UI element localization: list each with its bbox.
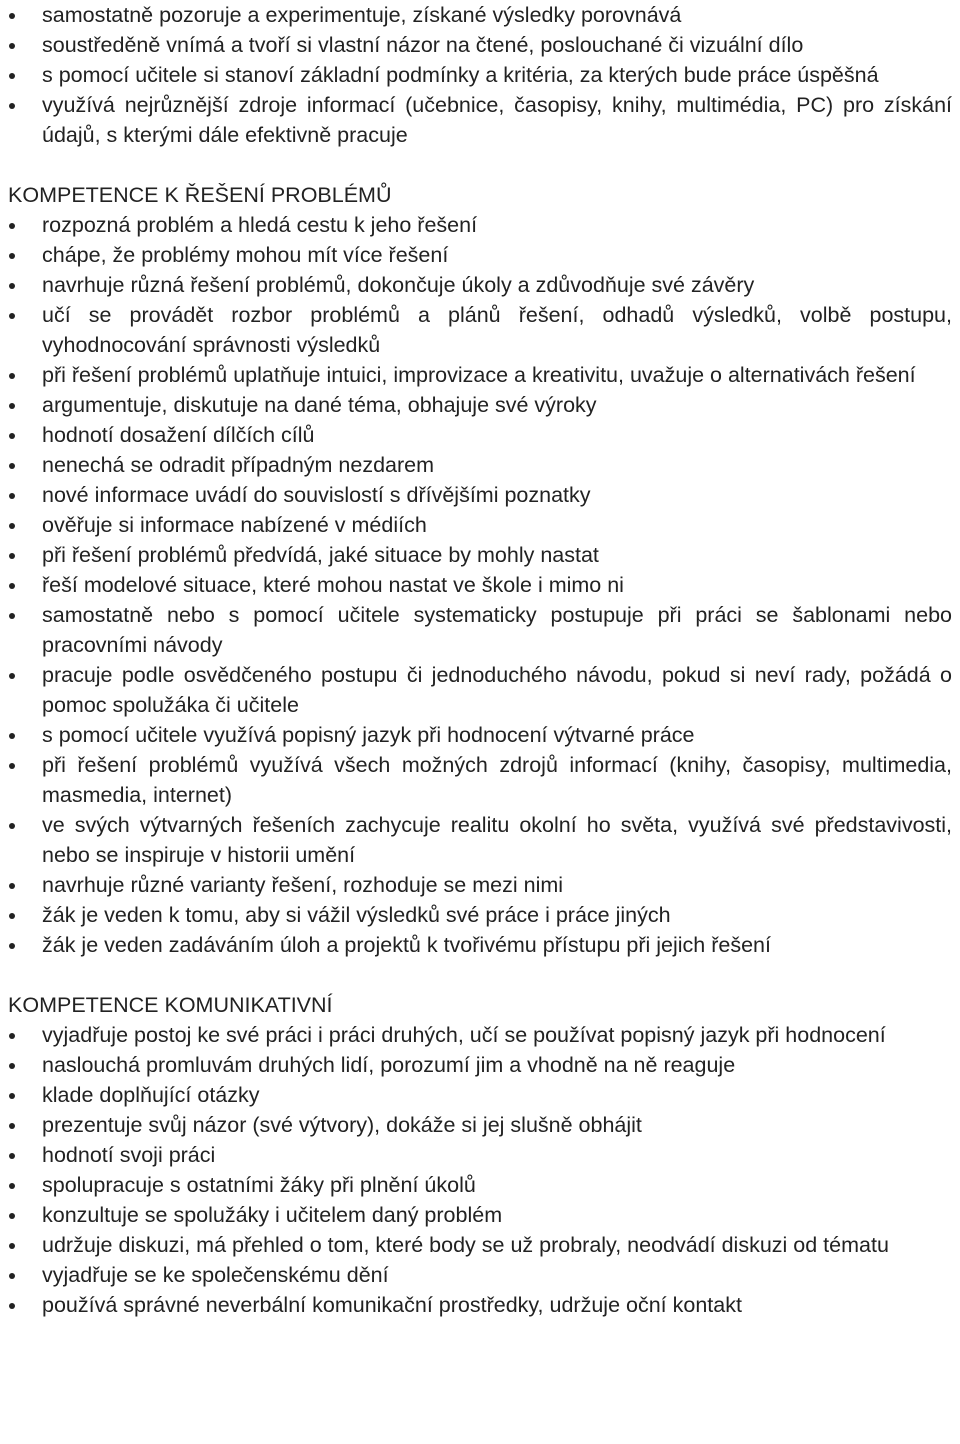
- list-item: [8, 1050, 952, 1080]
- list-item-text: naslouchá promluvám druhých lidí, porozumí jim a vhodně na ně reaguje: [42, 1053, 736, 1077]
- bullet-icon: [9, 403, 15, 409]
- bullet-icon: [9, 1303, 15, 1309]
- list-item-text: žák je veden zadáváním úloh a projektů k tvořivému přístupu při jejich řešení: [42, 933, 771, 957]
- bullet-icon: [9, 763, 15, 769]
- bullet-icon: [9, 823, 15, 829]
- list-item: [8, 30, 952, 60]
- bullet-icon: [9, 283, 15, 289]
- bullet-icon: [9, 73, 15, 79]
- top-bullet-list: [8, 0, 952, 150]
- list-item: [8, 870, 952, 900]
- list-item: [8, 1170, 952, 1200]
- list-item: [8, 0, 952, 30]
- bullet-icon: [9, 1063, 15, 1069]
- bullet-icon: [9, 1123, 15, 1129]
- bullet-icon: [9, 553, 15, 559]
- list-item-text: argumentuje, diskutuje na dané téma, obhajuje své výroky: [42, 393, 597, 417]
- list-item-text: nenechá se odradit případným nezdarem: [42, 453, 435, 477]
- list-item-text: při řešení problémů předvídá, jaké situace by mohly nastat: [42, 543, 599, 567]
- list-item-text: soustředěně vnímá a tvoří si vlastní názor na čtené, poslouchané či vizuální dílo: [42, 33, 804, 57]
- list-item: [8, 720, 952, 750]
- list-item-text: spolupracuje s ostatními žáky při plnění úkolů: [42, 1173, 476, 1197]
- list-item-text: rozpozná problém a hledá cestu k jeho řešení: [42, 213, 478, 237]
- list-item: [8, 1140, 952, 1170]
- list-item: [8, 570, 952, 600]
- list-item: [8, 900, 952, 930]
- list-item-text: prezentuje svůj názor (své výtvory), dokáže si jej slušně obhájit: [42, 1113, 642, 1137]
- list-item-text: s pomocí učitele využívá popisný jazyk při hodnocení výtvarné práce: [42, 723, 695, 747]
- bullet-icon: [9, 1243, 15, 1249]
- list-item: [8, 930, 952, 960]
- list-item-text: žák je veden k tomu, aby si vážil výsledků své práce i práce jiných: [42, 903, 671, 927]
- bullet-icon: [9, 43, 15, 49]
- list-item-text: samostatně nebo s pomocí učitele systematicky postupuje při práci se šablonami nebo pracovními návody: [42, 603, 952, 657]
- bullet-icon: [9, 1093, 15, 1099]
- list-item-text: hodnotí svoji práci: [42, 1143, 216, 1167]
- list-item: [8, 450, 952, 480]
- bullet-icon: [9, 373, 15, 379]
- list-item-text: učí se provádět rozbor problémů a plánů řešení, odhadů výsledků, volbě postupu, vyhodnocování správnosti výsledků: [42, 303, 952, 357]
- section-heading-problem-solving: KOMPETENCE K ŘEŠENÍ PROBLÉMŮ: [8, 183, 392, 207]
- bullet-icon: [9, 253, 15, 259]
- list-item: [8, 210, 952, 240]
- bullet-icon: [9, 463, 15, 469]
- section-gap: [8, 960, 952, 990]
- list-item: [8, 1230, 952, 1260]
- list-item: [8, 1290, 952, 1320]
- list-item-text: s pomocí učitele si stanoví základní podmínky a kritéria, za kterých bude práce úspěšná: [42, 63, 879, 87]
- list-item-text: navrhuje různá řešení problémů, dokončuje úkoly a zdůvodňuje své závěry: [42, 273, 755, 297]
- list-item-text: navrhuje různé varianty řešení, rozhoduje se mezi nimi: [42, 873, 564, 897]
- list-item: [8, 90, 952, 150]
- list-item-text: klade doplňující otázky: [42, 1083, 260, 1107]
- bullet-icon: [9, 103, 15, 109]
- bullet-icon: [9, 13, 15, 19]
- list-item-text: chápe, že problémy mohou mít více řešení: [42, 243, 449, 267]
- bullet-icon: [9, 943, 15, 949]
- list-item: [8, 480, 952, 510]
- list-item-text: vyjadřuje postoj ke své práci i práci druhých, učí se používat popisný jazyk při hodnocení: [42, 1023, 886, 1047]
- bullet-icon: [9, 1183, 15, 1189]
- list-item: [8, 1080, 952, 1110]
- bullet-icon: [9, 223, 15, 229]
- list-item: [8, 270, 952, 300]
- list-item-text: ověřuje si informace nabízené v médiích: [42, 513, 427, 537]
- list-item: [8, 660, 952, 720]
- list-item: [8, 810, 952, 870]
- list-item: [8, 750, 952, 810]
- section-heading-communication: KOMPETENCE KOMUNIKATIVNÍ: [8, 993, 333, 1017]
- list-item-text: využívá nejrůznější zdroje informací (učebnice, časopisy, knihy, multimédia, PC) pro získání údajů, s kterými dále efektivně pracuje: [42, 93, 952, 147]
- problem-solving-bullet-list: [8, 210, 952, 960]
- list-item-text: udržuje diskuzi, má přehled o tom, které body se už probraly, neodvádí diskuzi od tématu: [42, 1233, 889, 1257]
- list-item: [8, 1260, 952, 1290]
- list-item: [8, 60, 952, 90]
- bullet-icon: [9, 913, 15, 919]
- bullet-icon: [9, 883, 15, 889]
- bullet-icon: [9, 1033, 15, 1039]
- list-item-text: vyjadřuje se ke společenskému dění: [42, 1263, 389, 1287]
- list-item: [8, 300, 952, 360]
- section-gap: [8, 150, 952, 180]
- list-item: [8, 1110, 952, 1140]
- bullet-icon: [9, 583, 15, 589]
- list-item: [8, 600, 952, 660]
- bullet-icon: [9, 1153, 15, 1159]
- bullet-icon: [9, 433, 15, 439]
- list-item-text: při řešení problémů uplatňuje intuici, improvizace a kreativitu, uvažuje o alternativách řešení: [42, 363, 916, 387]
- list-item-text: ve svých výtvarných řešeních zachycuje realitu okolní ho světa, využívá své představivosti, nebo se inspiruje v historii umění: [42, 813, 952, 867]
- bullet-icon: [9, 1213, 15, 1219]
- list-item-text: řeší modelové situace, které mohou nastat ve škole i mimo ni: [42, 573, 624, 597]
- list-item: [8, 1020, 952, 1050]
- list-item: [8, 390, 952, 420]
- list-item-text: hodnotí dosažení dílčích cílů: [42, 423, 315, 447]
- list-item: [8, 540, 952, 570]
- list-item-text: konzultuje se spolužáky i učitelem daný problém: [42, 1203, 503, 1227]
- bullet-icon: [9, 673, 15, 679]
- list-item: [8, 510, 952, 540]
- bullet-icon: [9, 733, 15, 739]
- list-item-text: samostatně pozoruje a experimentuje, získané výsledky porovnává: [42, 3, 682, 27]
- list-item-text: při řešení problémů využívá všech možných zdrojů informací (knihy, časopisy, multimedia, masmedia, internet): [42, 753, 952, 807]
- list-item: [8, 360, 952, 390]
- list-item: [8, 420, 952, 450]
- list-item: [8, 1200, 952, 1230]
- list-item-text: nové informace uvádí do souvislostí s dřívějšími poznatky: [42, 483, 591, 507]
- bullet-icon: [9, 523, 15, 529]
- bullet-icon: [9, 313, 15, 319]
- list-item-text: používá správné neverbální komunikační prostředky, udržuje oční kontakt: [42, 1293, 742, 1317]
- bullet-icon: [9, 613, 15, 619]
- bullet-icon: [9, 493, 15, 499]
- list-item: [8, 240, 952, 270]
- bullet-icon: [9, 1273, 15, 1279]
- list-item-text: pracuje podle osvědčeného postupu či jednoduchého návodu, pokud si neví rady, požádá o pomoc spolužáka či učitele: [42, 663, 952, 717]
- communication-bullet-list: [8, 1020, 952, 1320]
